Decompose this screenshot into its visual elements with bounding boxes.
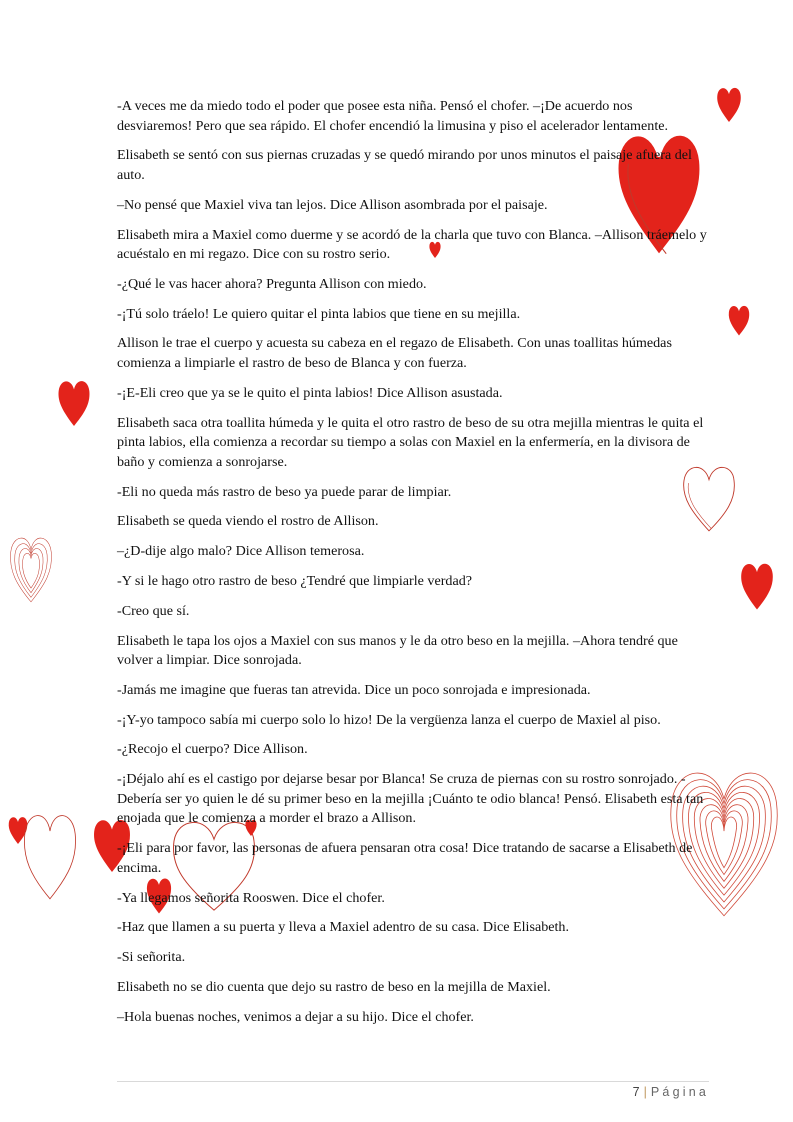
paragraph: –Hola buenas noches, venimos a dejar a su hijo. Dice el chofer. [117, 1008, 474, 1025]
paragraph: –¿D-dije algo malo? Dice Allison temerosa. [117, 543, 365, 560]
heart-red-icon [56, 376, 92, 426]
paragraph: -¿Recojo el cuerpo? Dice Allison. [117, 741, 308, 758]
paragraph: Elisabeth saca otra toallita húmeda y le quita el otro rastro de beso de su otra mejilla mientras le quita el pinta labios, ella comienza a recordar su tiempo a solas con Maxiel en la enfermería, en la divisora de baño y comienza a sonrojarse. [117, 414, 704, 470]
paragraph: -Y si le hago otro rastro de beso ¿Tendré que limpiarle verdad? [117, 572, 473, 589]
body-text [117, 97, 709, 1037]
heart-small-red-icon [716, 84, 742, 122]
page-label: Página [650, 1085, 709, 1099]
paragraph: -Eli no queda más rastro de beso ya puede parar de limpiar. [117, 483, 452, 500]
paragraph: -Si señorita. [117, 949, 186, 966]
paragraph: Elisabeth mira a Maxiel como duerme y se acordó de la charla que tuvo con Blanca. –Allison tráemelo y acuéstalo en mi regazo. Dice con su rostro serio. [117, 226, 707, 263]
paragraph: Elisabeth se sentó con sus piernas cruzadas y se quedó mirando por unos minutos el paisaje afuera del auto. [117, 147, 692, 183]
paragraph: -Ya llegamos señorita Rooswen. Dice el chofer. [117, 889, 385, 906]
heart-contour-icon [8, 528, 54, 604]
heart-small-red-icon [728, 302, 750, 336]
paragraph: –No pensé que Maxiel viva tan lejos. Dice Allison asombrada por el paisaje. [117, 196, 548, 213]
paragraph: Allison le trae el cuerpo y acuesta su cabeza en el regazo de Elisabeth. Con unas toallitas húmedas comienza a limpiarle el rastro de beso de Blanca y con fuerza. [117, 335, 672, 372]
paragraph: -¡Eli para por favor, las personas de afuera pensaran otra cosa! Dice tratando de sacarse a Elisabeth de encima. [117, 840, 693, 876]
paragraph: -¡Tú solo tráelo! Le quiero quitar el pinta labios que tiene en su mejilla. [117, 305, 521, 322]
paragraph: Elisabeth le tapa los ojos a Maxiel con sus manos y le da otro beso en la mejilla. –Ahora tendré que volver a limpiar. Dice sonrojada. [117, 632, 678, 669]
paragraph: -A veces me da miedo todo el poder que posee esta niña. Pensó el chofer. –¡De acuerdo nos desviaremos! Pero que sea rápido. El chofer encendió la limusina y piso el acelerador lentamente. [117, 98, 669, 134]
footer-divider [117, 1081, 709, 1082]
paragraph: -Haz que llamen a su puerta y lleva a Maxiel adentro de su casa. Dice Elisabeth. [117, 919, 569, 936]
paragraph: -Jamás me imagine que fueras tan atrevida. Dice un poco sonrojada e impresionada. [117, 681, 591, 698]
paragraph: -Creo que sí. [117, 602, 190, 619]
heart-outline-icon [20, 800, 80, 904]
page-number: 7 [632, 1085, 640, 1099]
paragraph: Elisabeth no se dio cuenta que dejo su rastro de beso en la mejilla de Maxiel. [117, 978, 551, 995]
heart-red-icon [740, 558, 774, 610]
paragraph: -¡Y-yo tampoco sabía mi cuerpo solo lo hizo! De la vergüenza lanza el cuerpo de Maxiel al piso. [117, 711, 661, 728]
paragraph: -¡Déjalo ahí es el castigo por dejarse besar por Blanca! Se cruza de piernas con su rostro sonrojado. -Debería ser yo quien le dé su primer beso en la mejilla ¡Cuánto te odio blanca! Pensó. Elisabeth esta tan enojada que le comienza a morder el brazo a Allison. [117, 771, 704, 827]
paragraph: Elisabeth se queda viendo el rostro de Allison. [117, 513, 379, 530]
footer-separator: | [643, 1085, 647, 1099]
page-footer [560, 1085, 709, 1099]
paragraph: -¡E-Eli creo que ya se le quito el pinta labios! Dice Allison asustada. [117, 384, 503, 401]
paragraph: -¿Qué le vas hacer ahora? Pregunta Allison con miedo. [117, 275, 427, 292]
